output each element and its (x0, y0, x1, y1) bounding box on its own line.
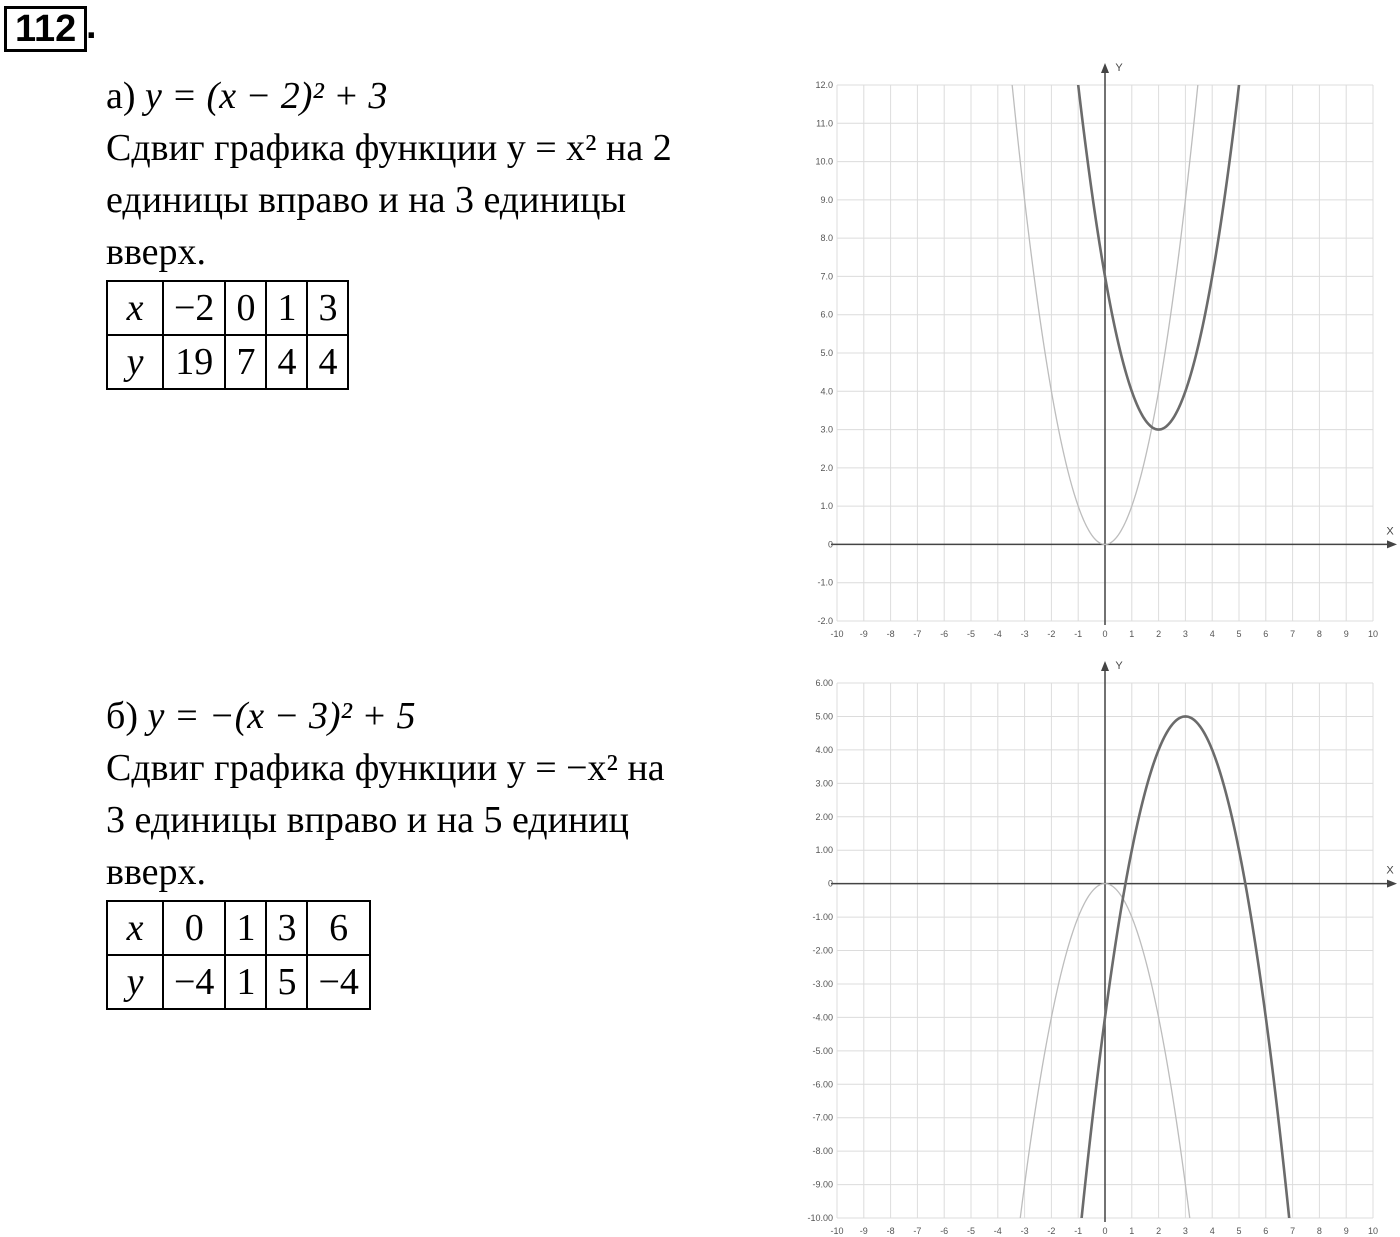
y-axis-label: Y (1115, 660, 1123, 672)
y-tick-label: 0 (827, 878, 833, 889)
x-tick-label: -4 (993, 1226, 1002, 1236)
y-tick-label: -1.00 (812, 912, 833, 923)
y-tick-label: -4.00 (812, 1012, 833, 1023)
y-axis-arrow (1101, 63, 1109, 73)
y-tick-label: 3.00 (815, 778, 833, 789)
table-cell: 5 (266, 955, 307, 1009)
x-tick-label: -5 (966, 629, 976, 639)
x-axis-arrow (1387, 880, 1397, 888)
y-tick-label: 8.0 (820, 233, 833, 244)
part-b-formula: y = −(x − 3)² + 5 (147, 695, 416, 737)
x-tick-label: 1 (1129, 1226, 1135, 1236)
problem-number-dot: . (86, 5, 97, 47)
y-tick-label: -2.0 (817, 616, 833, 626)
y-tick-label: 5.00 (815, 711, 833, 722)
x-tick-label: 0 (1102, 1226, 1108, 1236)
part-b (106, 690, 786, 1010)
table-cell: 0 (225, 281, 266, 335)
x-axis-label: X (1386, 864, 1394, 877)
table-header-x: x (107, 281, 163, 335)
part-a-text-line: Сдвиг графика функции y = x² на 2 (106, 127, 672, 169)
x-tick-label: 8 (1316, 1226, 1322, 1236)
part-b-text-line: Сдвиг графика функции y = −x² на (106, 747, 665, 789)
y-tick-label: 9.0 (820, 194, 833, 205)
x-tick-label: -4 (993, 629, 1002, 639)
table-cell: 1 (225, 901, 266, 955)
x-tick-label: -1 (1074, 1226, 1083, 1236)
y-tick-label: 2.0 (820, 462, 833, 473)
x-tick-label: 4 (1209, 1226, 1215, 1236)
table-cell: −4 (307, 955, 369, 1009)
y-tick-label: 5.0 (820, 348, 833, 358)
part-a-text-line: единицы вправо и на 3 единицы (106, 179, 627, 221)
part-b-heading (106, 690, 786, 742)
x-tick-label: -9 (859, 1226, 868, 1236)
part-a-formula: y = (x − 2)² + 3 (145, 75, 388, 117)
part-a-heading (106, 70, 786, 122)
table-cell: −4 (163, 955, 225, 1009)
y-tick-label: 10.0 (815, 156, 833, 167)
x-tick-label: -8 (886, 1226, 895, 1236)
part-a (106, 70, 786, 390)
x-tick-label: 0 (1102, 629, 1108, 639)
x-tick-label: -6 (940, 1226, 949, 1236)
table-row-y (107, 335, 348, 389)
table-header-x: x (107, 901, 163, 955)
x-tick-label: -2 (1047, 1226, 1056, 1236)
y-tick-label: 3.0 (820, 424, 833, 435)
x-tick-label: 10 (1367, 1226, 1379, 1236)
x-tick-label: 1 (1129, 629, 1135, 639)
x-tick-label: -5 (966, 1226, 976, 1236)
y-axis-arrow (1101, 661, 1109, 671)
table-cell: 3 (266, 901, 307, 955)
x-tick-label: -8 (886, 629, 895, 639)
table-cell: 0 (163, 901, 225, 955)
y-tick-label: 2.00 (815, 811, 833, 822)
table-cell: −2 (163, 281, 225, 335)
x-tick-label: 9 (1343, 1226, 1349, 1236)
part-b-text-line: 3 единицы вправо и на 5 единиц (106, 799, 629, 841)
x-tick-label: -10 (830, 629, 844, 639)
x-axis-label: X (1386, 525, 1394, 538)
table-cell: 3 (307, 281, 348, 335)
part-a-prefix: а) (106, 75, 136, 117)
x-tick-label: 7 (1290, 1226, 1296, 1236)
table-cell: 4 (307, 335, 348, 389)
y-tick-label: -10.00 (807, 1213, 833, 1223)
x-tick-label: 2 (1156, 1226, 1162, 1236)
y-tick-label: -7.00 (812, 1112, 833, 1123)
table-row-x (107, 901, 370, 955)
x-tick-label: -1 (1074, 629, 1083, 639)
y-tick-label: 11.0 (816, 118, 833, 129)
part-b-value-table (106, 900, 371, 1010)
part-a-text-line: вверх. (106, 231, 207, 273)
x-tick-label: 2 (1156, 629, 1162, 639)
x-tick-label: 5 (1236, 1226, 1242, 1236)
problem-number: 112 (4, 6, 87, 52)
x-tick-label: 4 (1209, 629, 1215, 639)
x-tick-label: 9 (1343, 629, 1349, 639)
y-tick-label: 6.0 (820, 309, 833, 320)
y-tick-label: -5.00 (812, 1045, 833, 1056)
table-cell: 6 (307, 901, 369, 955)
table-row-x (107, 281, 348, 335)
x-tick-label: 10 (1367, 629, 1379, 639)
y-tick-label: -8.00 (812, 1146, 833, 1157)
x-tick-label: 5 (1236, 629, 1242, 639)
y-tick-label: 0 (827, 539, 833, 550)
parabola-chart-b (800, 655, 1400, 1237)
table-row-y (107, 955, 370, 1009)
x-tick-label: 6 (1263, 1226, 1269, 1236)
x-tick-label: 8 (1316, 629, 1322, 639)
y-tick-label: 4.0 (820, 386, 833, 397)
y-tick-label: -9.00 (812, 1179, 833, 1190)
x-tick-label: -10 (830, 1226, 844, 1236)
x-tick-label: 3 (1182, 629, 1188, 639)
y-tick-label: -2.00 (812, 945, 833, 956)
x-tick-label: 6 (1263, 629, 1269, 639)
y-axis-label: Y (1115, 62, 1123, 74)
table-header-y: y (107, 335, 163, 389)
parabola-chart-a (800, 55, 1400, 645)
y-tick-label: 1.00 (815, 845, 833, 856)
table-cell: 7 (225, 335, 266, 389)
x-tick-label: -7 (913, 629, 922, 639)
part-a-value-table (106, 280, 349, 390)
table-cell: 19 (163, 335, 225, 389)
x-tick-label: -2 (1047, 629, 1056, 639)
part-b-prefix: б) (106, 695, 138, 737)
x-tick-label: -7 (913, 1226, 922, 1236)
part-b-text-line: вверх. (106, 851, 207, 893)
y-tick-label: -1.0 (817, 577, 833, 588)
y-tick-label: 7.0 (820, 271, 833, 282)
y-tick-label: -6.00 (812, 1079, 833, 1090)
y-tick-label: 12.0 (815, 80, 833, 90)
x-tick-label: 7 (1290, 629, 1296, 639)
table-cell: 1 (266, 281, 307, 335)
y-tick-label: 4.00 (815, 744, 833, 755)
x-tick-label: -6 (940, 629, 949, 639)
table-cell: 1 (225, 955, 266, 1009)
table-cell: 4 (266, 335, 307, 389)
x-tick-label: -9 (859, 629, 868, 639)
table-header-y: y (107, 955, 163, 1009)
y-tick-label: -3.00 (812, 978, 833, 989)
x-tick-label: -3 (1020, 1226, 1029, 1236)
x-axis-arrow (1387, 540, 1397, 548)
x-tick-label: 3 (1182, 1226, 1188, 1236)
y-tick-label: 6.00 (815, 678, 833, 688)
y-tick-label: 1.0 (820, 501, 833, 512)
x-tick-label: -3 (1020, 629, 1029, 639)
